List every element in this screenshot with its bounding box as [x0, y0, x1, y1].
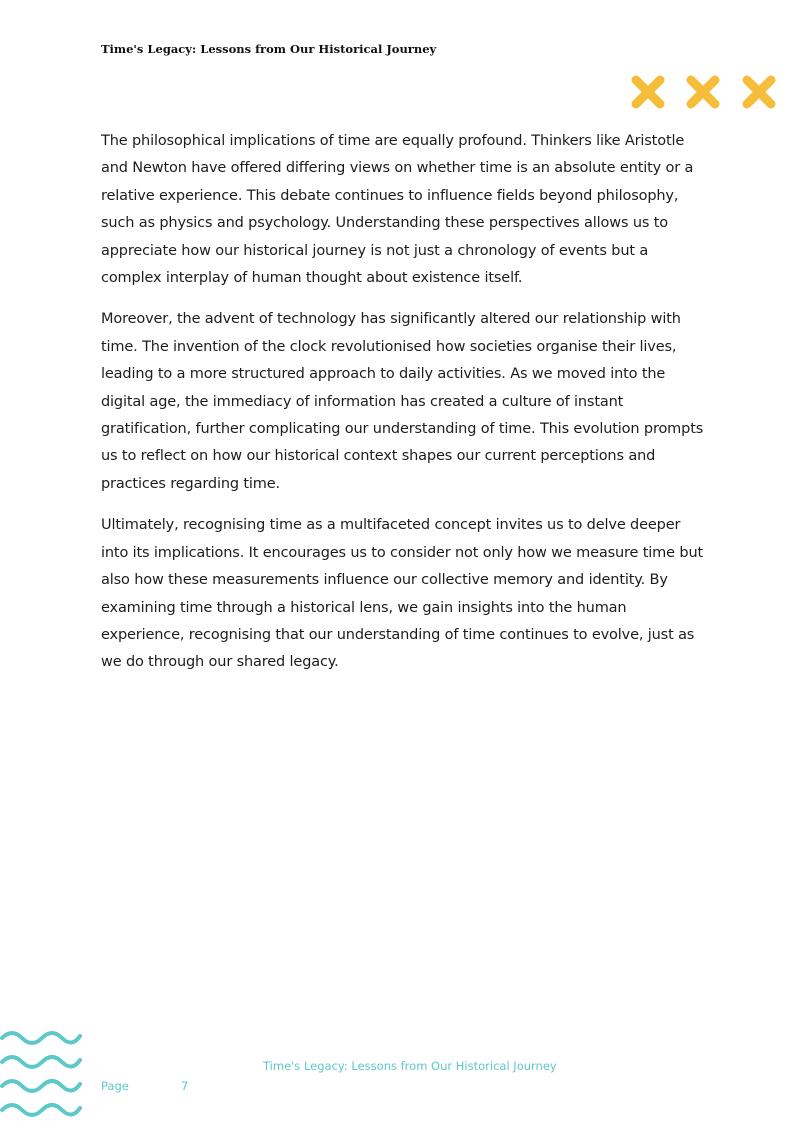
three-x-crosses-icon	[628, 72, 788, 112]
footer-title: Time's Legacy: Lessons from Our Historical Journey	[263, 1059, 557, 1073]
footer-page-number: 7	[181, 1079, 189, 1093]
body-paragraph: The philosophical implications of time are equally profound. Thinkers like Aristotle and Newton have offered differing views on whether time is an absolute entity or a relative experience. This debate continues to influence fields beyond philosophy, such as physics and psychology. Understanding these perspectives allows us to appreciate how our historical journey is not just a chronology of events but a complex interplay of human thought about existence itself.	[101, 133, 694, 287]
body-paragraph: Moreover, the advent of technology has significantly altered our relationship with time. The invention of the clock revolutionised how societies organise their lives, leading to a more structured approach to daily activities. As we moved into the digital age, the immediacy of information has created a culture of instant gratification, further complicating our understanding of time. This evolution prompts us to reflect on how our historical context shapes our current perceptions and practices regarding time.	[101, 311, 704, 492]
page-header-title: Time's Legacy: Lessons from Our Historical Journey	[101, 42, 437, 56]
wave-lines-icon	[0, 1022, 90, 1132]
body-text	[101, 128, 705, 691]
body-paragraph: Ultimately, recognising time as a multifaceted concept invites us to delve deeper into its implications. It encourages us to consider not only how we measure time but also how these measurements influence our collective memory and identity. By examining time through a historical lens, we gain insights into the human experience, recognising that our understanding of time continues to evolve, just as we do through our shared legacy.	[101, 517, 704, 671]
footer-page-label: Page	[101, 1079, 129, 1093]
